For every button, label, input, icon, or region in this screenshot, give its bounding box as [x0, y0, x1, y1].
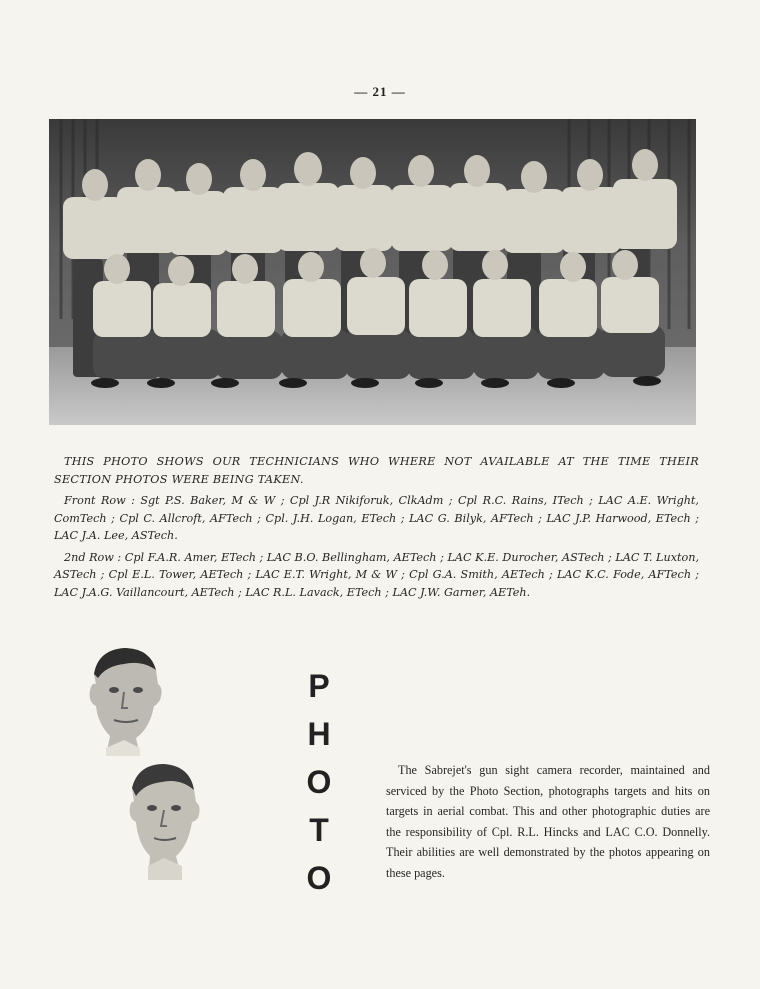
photo-section-paragraph: The Sabrejet's gun sight camera recorder, maintained and serviced by the Photo Section, photographs targets and hits on targets in aerial combat. This and other photographic duties are the responsibility of Cpl. R.L. Hincks and LAC C.O. Donnelly. Their abilities are well demonstrated by the photos appearing on these pages. [386, 763, 710, 880]
second-row-list: 2nd Row : Cpl F.A.R. Amer, ETech ; LAC B.O. Bellingham, AETech ; LAC K.E. Durocher, ASTech ; LAC T. Luxton, ASTech ; Cpl E.L. Tower, AETech ; LAC E.T. Wright, M & W ; Cpl G.A. Smith, AETech ; LAC K.C. Fode, AFTech ; LAC J.A.G. Vaillancourt, AETech ; LAC R.L. Lavack, ETech ; LAC J.W. Garner, AETeh. [54, 550, 699, 599]
photo-caption [54, 453, 699, 605]
portrait-donnelly [124, 760, 208, 880]
page-number: — 21 — [354, 84, 406, 99]
title-letter: P [308, 668, 330, 704]
section-title-photo [294, 668, 344, 908]
front-row-list: Front Row : Sgt P.S. Baker, M & W ; Cpl J.R Nikiforuk, ClkAdm ; Cpl R.C. Rains, ITech ; LAC A.E. Wright, ComTech ; Cpl C. Allcroft, AFTech ; Cpl. J.H. Logan, ETech ; LAC G. Bilyk, AFTech ; LAC J.P. Harwood, ETech ; LAC J.A. Lee, ASTech. [54, 494, 699, 542]
portrait-hincks [84, 644, 172, 756]
title-letter: T [309, 812, 329, 848]
title-letter: O [306, 764, 332, 800]
caption-heading: THIS PHOTO SHOWS OUR TECHNICIANS WHO WHERE NOT AVAILABLE AT THE TIME THEIR SECTION PHOTOS WERE BEING TAKEN. [54, 455, 699, 486]
title-letter: H [307, 716, 331, 752]
photo-section-text [386, 760, 710, 883]
group-photo [49, 119, 696, 425]
title-letter: O [306, 860, 332, 896]
